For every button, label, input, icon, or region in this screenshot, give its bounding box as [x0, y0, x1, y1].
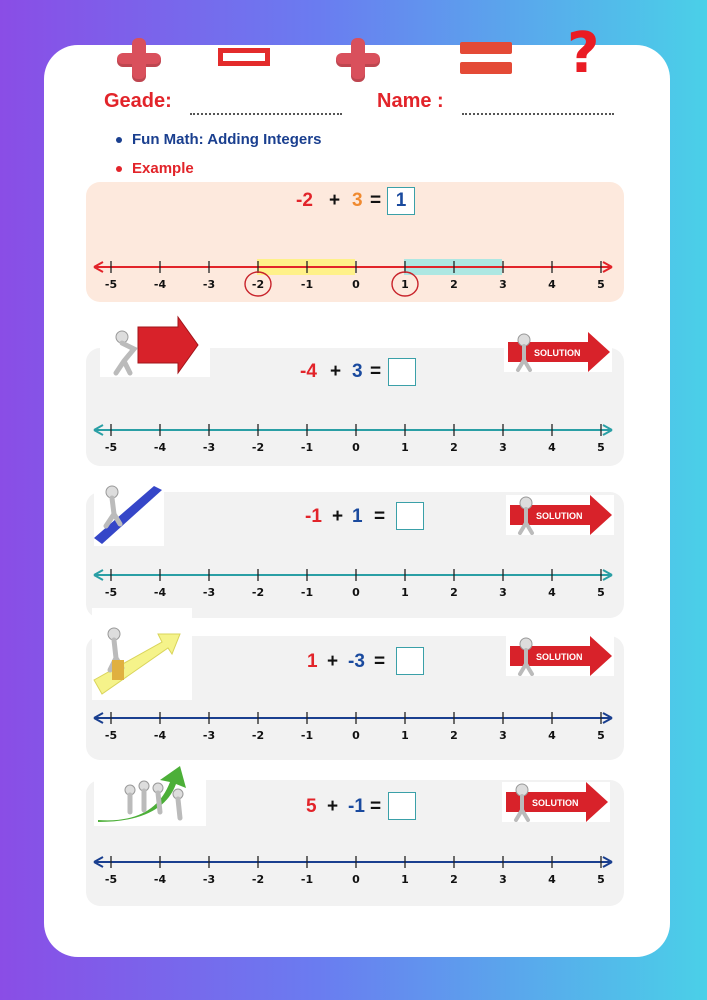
tick-label: -4: [153, 729, 167, 742]
number-line: [94, 569, 612, 599]
plus-operator: +: [332, 506, 344, 527]
plus-operator: +: [329, 190, 341, 211]
answer-box[interactable]: 1: [387, 187, 415, 215]
number-line: [94, 424, 612, 454]
tick-label: 1: [401, 278, 409, 291]
tick-label: 1: [401, 873, 409, 886]
plus-operator: +: [327, 651, 339, 672]
solution-label: SOLUTION: [532, 798, 579, 808]
operand-a: -4: [300, 361, 317, 382]
tick-label: -5: [104, 729, 118, 742]
tick-label: 3: [499, 278, 507, 291]
equals-sign: =: [374, 506, 386, 527]
tick-label: 1: [401, 441, 409, 454]
tick-label: 0: [352, 586, 360, 599]
tick-label: 0: [352, 729, 360, 742]
tick-label: -3: [202, 873, 216, 886]
bullet-text-topic: Fun Math: Adding Integers: [132, 131, 322, 148]
operand-b: 3: [352, 190, 363, 211]
solution-label: SOLUTION: [536, 652, 583, 662]
operand-b: 1: [352, 506, 363, 527]
tick-label: 3: [499, 729, 507, 742]
tick-label: -5: [104, 586, 118, 599]
equals-sign: =: [374, 651, 386, 672]
tick-label: 4: [548, 441, 556, 454]
tick-label: -5: [104, 873, 118, 886]
operand-a: -2: [296, 190, 313, 211]
tick-label: -2: [251, 278, 265, 291]
tick-label: 1: [401, 586, 409, 599]
tick-label: 1: [401, 729, 409, 742]
tick-label: -1: [300, 873, 314, 886]
tick-label: 2: [450, 278, 458, 291]
operand-b: -3: [348, 651, 365, 672]
grade-label: Geade:: [104, 90, 172, 112]
tick-label: 5: [597, 586, 605, 599]
tick-label: -4: [153, 873, 167, 886]
tick-label: -1: [300, 441, 314, 454]
tick-label: 3: [499, 441, 507, 454]
tick-label: 4: [548, 873, 556, 886]
number-line: [94, 856, 612, 886]
tick-label: -4: [153, 586, 167, 599]
tick-label: 5: [597, 278, 605, 291]
tick-label: -1: [300, 278, 314, 291]
bullet-text-example: Example: [132, 160, 194, 177]
operand-b: 3: [352, 361, 363, 382]
equals-sign: =: [370, 361, 382, 382]
tick-label: 0: [352, 873, 360, 886]
tick-label: -2: [251, 441, 265, 454]
tick-label: 2: [450, 729, 458, 742]
tick-label: 4: [548, 729, 556, 742]
tick-label: -3: [202, 278, 216, 291]
tick-label: 2: [450, 441, 458, 454]
question-mark-icon: ?: [567, 21, 600, 86]
name-label: Name :: [377, 90, 444, 112]
solution-label: SOLUTION: [536, 511, 583, 521]
tick-label: -1: [300, 729, 314, 742]
tick-label: 4: [548, 586, 556, 599]
number-line: [94, 261, 612, 296]
equals-sign: =: [370, 190, 382, 211]
number-line: [94, 712, 612, 742]
tick-label: -3: [202, 586, 216, 599]
tick-label: 3: [499, 586, 507, 599]
tick-label: -2: [251, 729, 265, 742]
tick-label: 2: [450, 873, 458, 886]
tick-label: -5: [104, 278, 118, 291]
operand-a: -1: [305, 506, 322, 527]
equals-sign: =: [370, 796, 382, 817]
operand-a: 1: [307, 651, 318, 672]
tick-label: 4: [548, 278, 556, 291]
solution-label: SOLUTION: [534, 348, 581, 358]
plus-operator: +: [327, 796, 339, 817]
tick-label: 5: [597, 729, 605, 742]
tick-label: -2: [251, 873, 265, 886]
tick-label: 3: [499, 873, 507, 886]
tick-label: -3: [202, 441, 216, 454]
tick-label: 2: [450, 586, 458, 599]
tick-label: 5: [597, 873, 605, 886]
tick-label: -4: [153, 441, 167, 454]
plus-operator: +: [330, 361, 342, 382]
tick-label: -1: [300, 586, 314, 599]
operand-b: -1: [348, 796, 365, 817]
tick-label: -5: [104, 441, 118, 454]
tick-label: 5: [597, 441, 605, 454]
tick-label: 0: [352, 441, 360, 454]
tick-label: -2: [251, 586, 265, 599]
operand-a: 5: [306, 796, 317, 817]
tick-label: -4: [153, 278, 167, 291]
tick-label: -3: [202, 729, 216, 742]
tick-label: 0: [352, 278, 360, 291]
